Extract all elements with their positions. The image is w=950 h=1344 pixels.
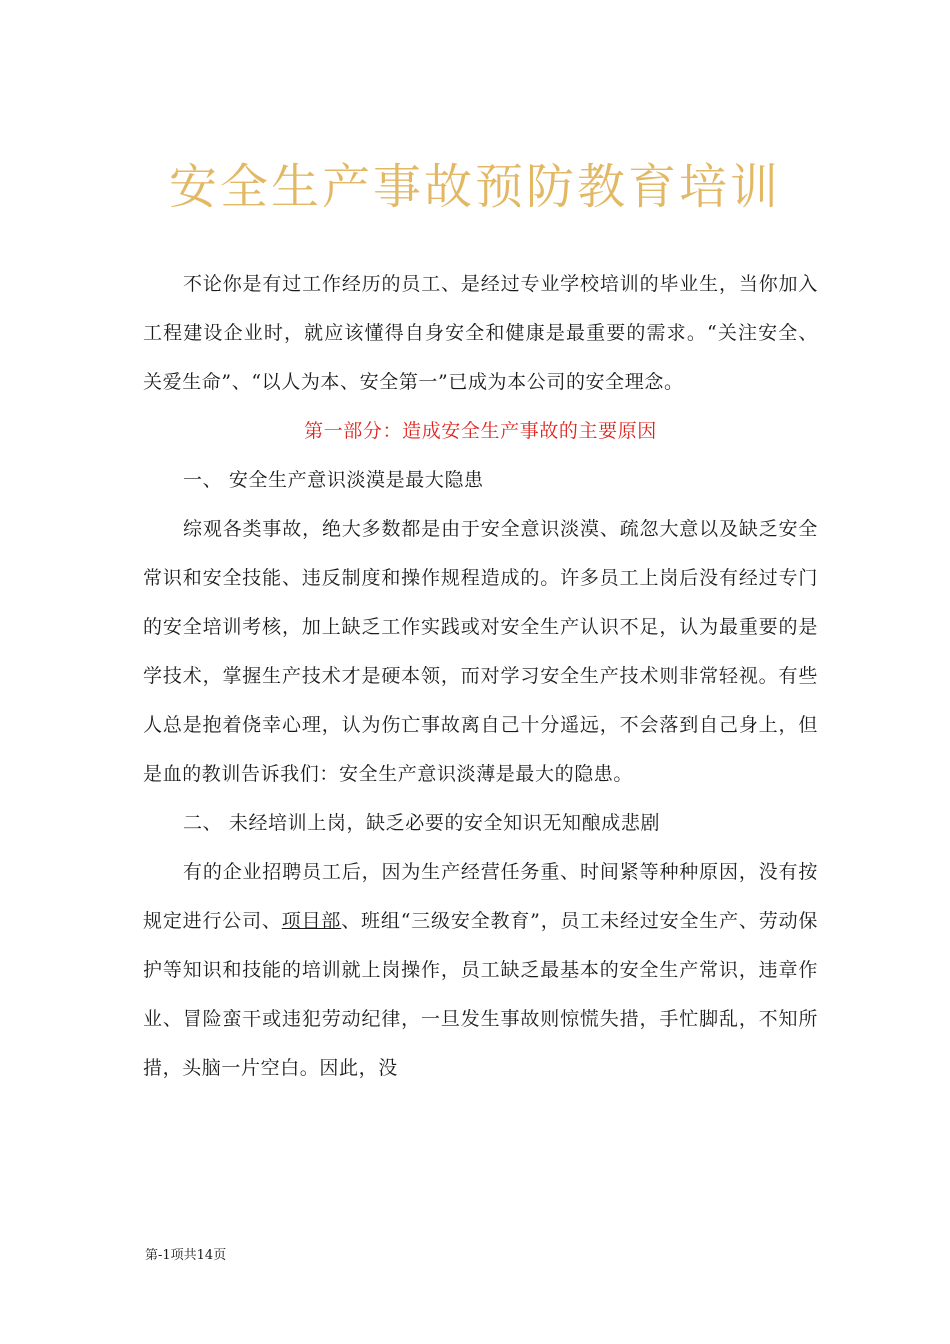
item2-text-start: 有的企业招聘员工后，因为生产经营任务重、时间紧等种种原因，没有按规定进行公司、 (143, 861, 818, 932)
item1-paragraph: 综观各类事故，绝大多数都是由于安全意识淡漠、疏忽大意以及缺乏安全常识和安全技能、违反制度和操作规程造成的。许多员工上岗后没有经过专门的安全培训考核，加上缺乏工作实践或对安全生产认识不足，认为最重要的是学技术，掌握生产技术才是硬本领，而对学习安全生产技术则非常轻视。有些人总是抱着侥幸心理，认为伤亡事故离自己十分遥远，不会落到自己身上，但是血的教训告诉我们：安全生产意识淡薄是最大的隐患。 (143, 518, 818, 785)
document-title: 安全生产事故预防教育培训 (168, 159, 781, 215)
part1-heading: 第一部分：造成安全生产事故的主要原因 (304, 420, 657, 442)
item2-text-end: 、班组“三级安全教育”，员工未经过安全生产、劳动保护等知识和技能的培训就上岗操作，员工缺乏最基本的安全生产常识，违章作业、冒险蛮干或违犯劳动纪律，一旦发生事故则惊慌失措，手忙脚乱，不知所措，头脑一片空白。因此，没 (143, 910, 818, 1079)
project-dept-link[interactable]: 项目部 (281, 910, 342, 932)
document-body (143, 260, 818, 1093)
intro-paragraph: 不论你是有过工作经历的员工、是经过专业学校培训的毕业生，当你加入工程建设企业时，就应该懂得自身安全和健康是最重要的需求。“关注安全、关爱生命”、“以人为本、安全第一”已成为本公司的安全理念。 (143, 273, 818, 393)
page-footer: 第-1项共14页 (145, 1248, 227, 1263)
item2-heading: 二、 未经培训上岗，缺乏必要的安全知识无知酿成悲剧 (183, 812, 661, 834)
item2-paragraph (143, 848, 818, 1093)
item1-heading: 一、 安全生产意识淡漠是最大隐患 (183, 469, 484, 491)
